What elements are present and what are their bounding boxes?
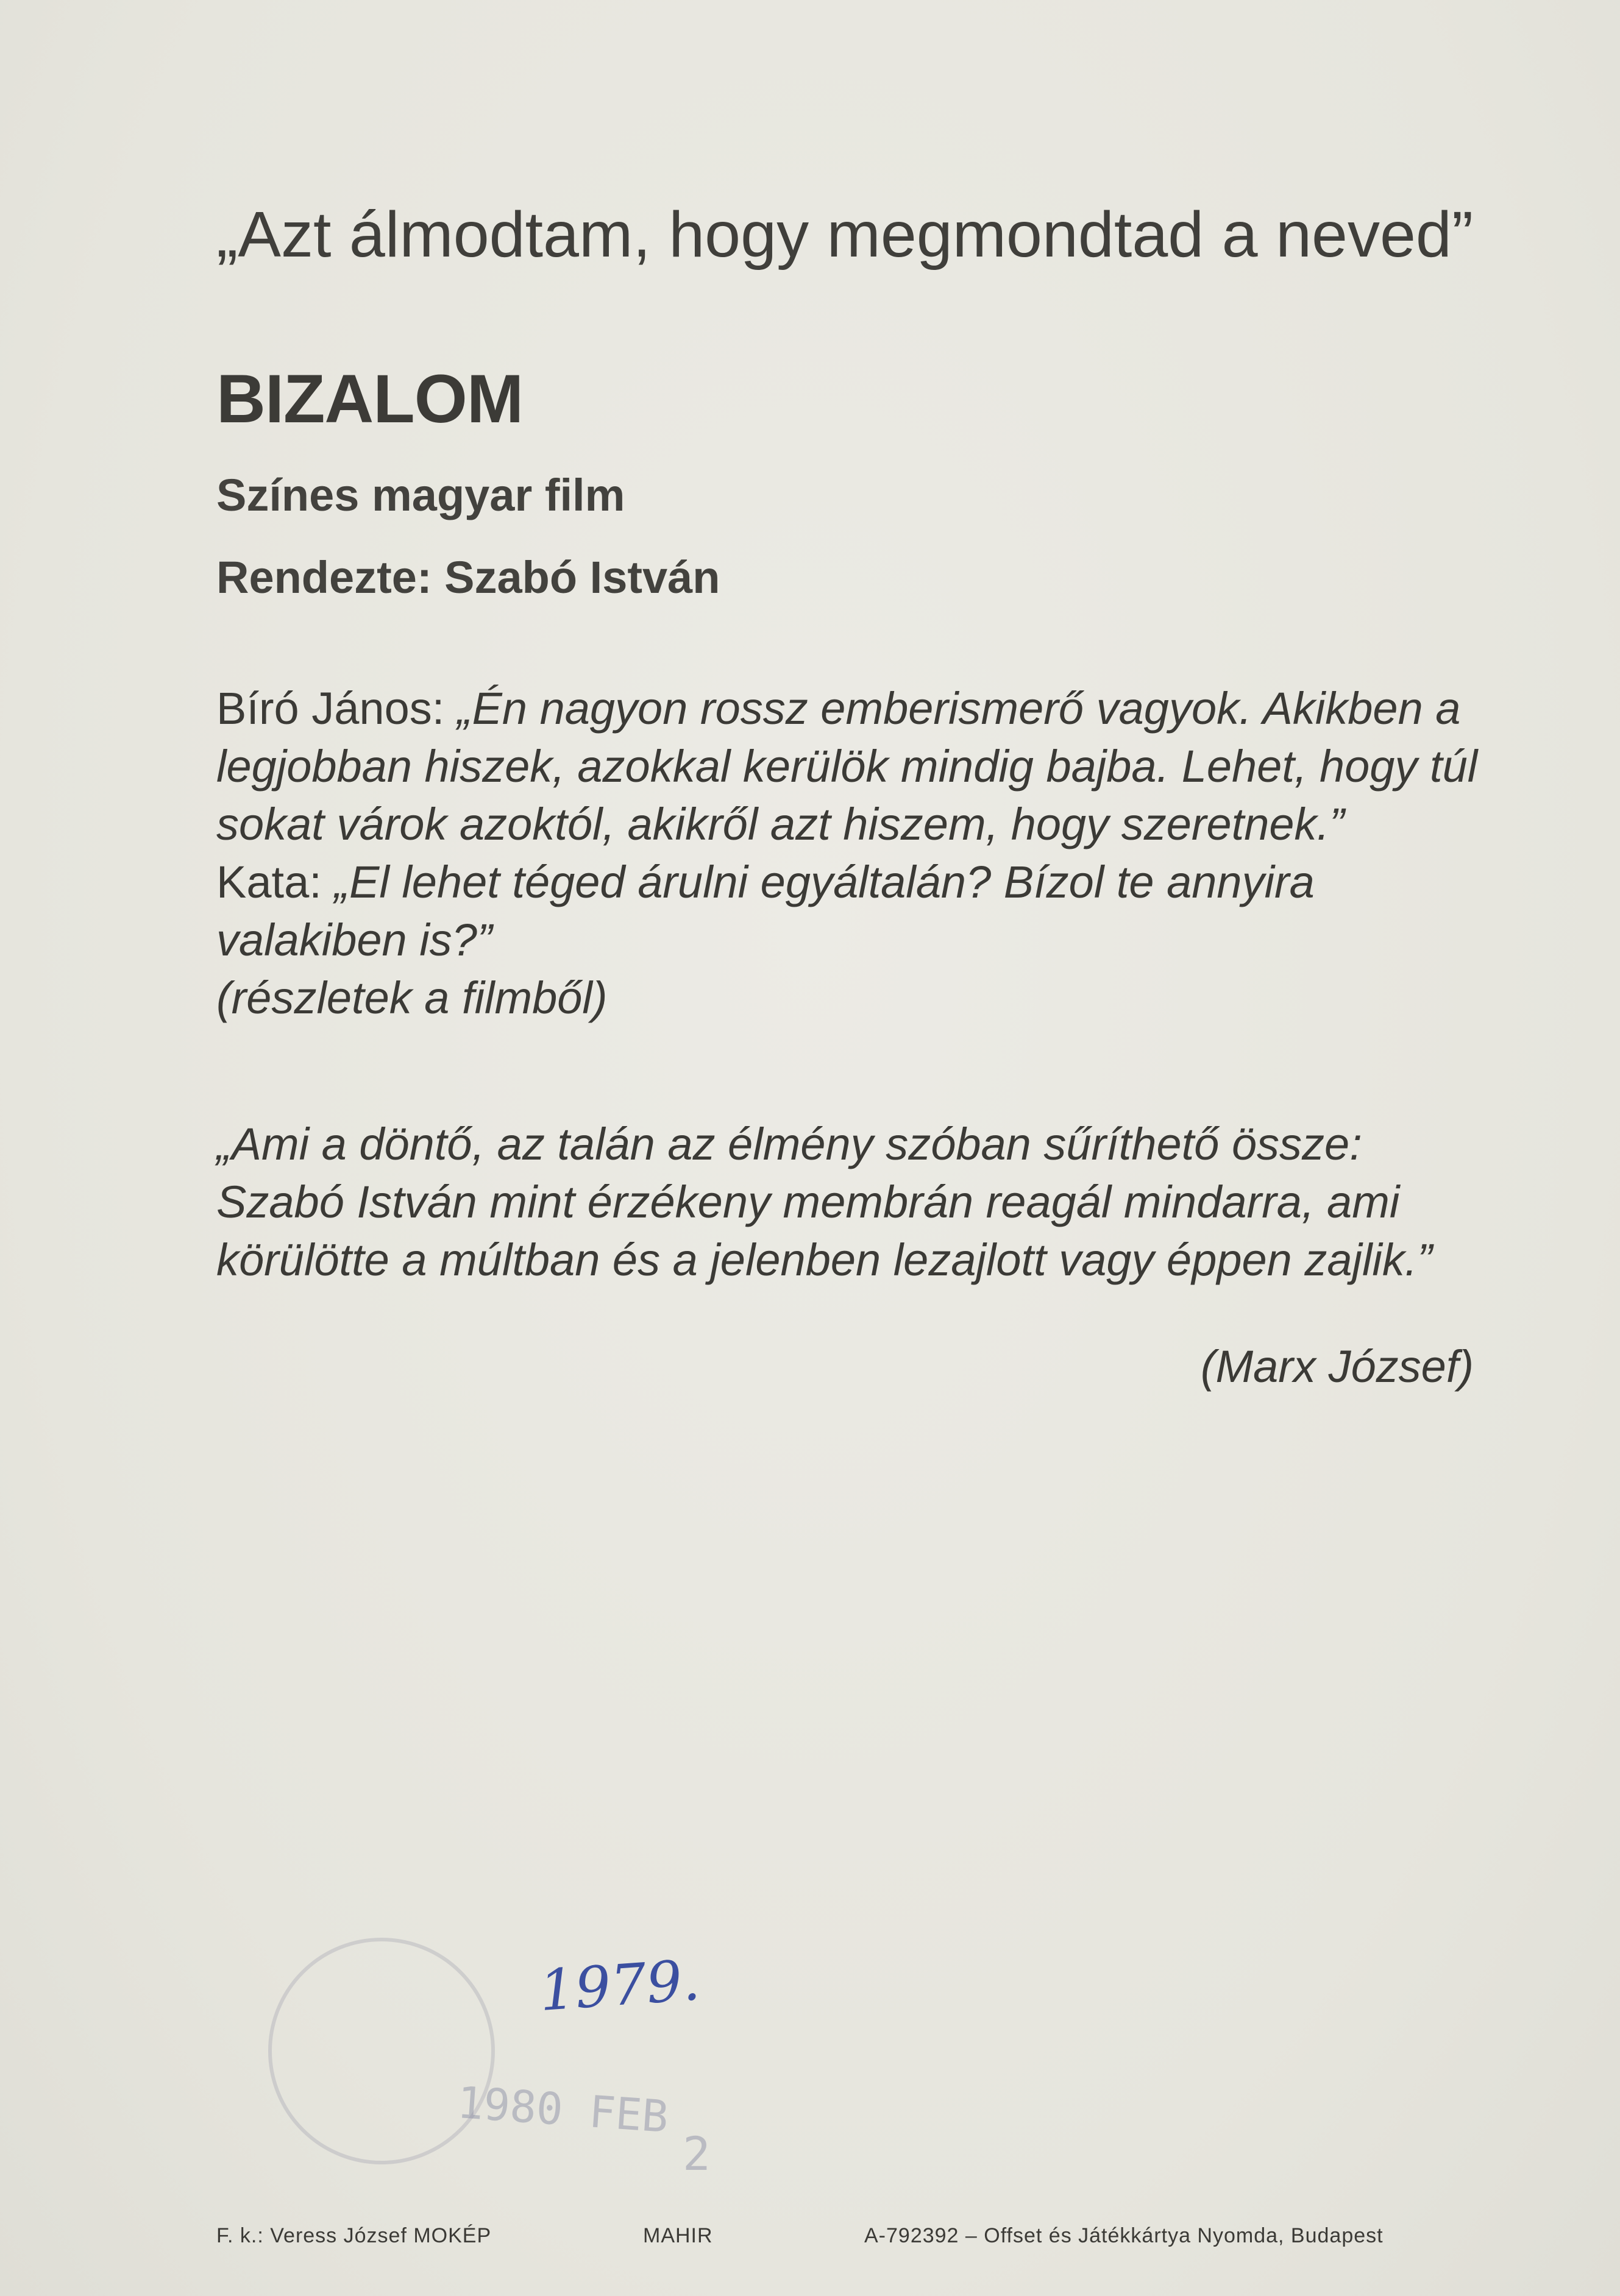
film-subtitle: Színes magyar film — [216, 470, 625, 520]
quote-biro-janos: „Én nagyon rossz emberismerő vagyok. Akikben a legjobban hiszek, azokkal kerülök mindig bajba. Lehet, hogy túl sokat várok azoktól, akikről azt hiszem, hogy szeretnek.” — [216, 683, 1478, 849]
film-director: Rendezte: Szabó István — [216, 552, 720, 603]
quote-kata: „El lehet téged árulni egyáltalán? Bízol te annyira valakiben is?” — [216, 857, 1315, 965]
speaker-kata: Kata: — [216, 857, 322, 907]
handwritten-year: 1979. — [537, 1947, 702, 2024]
film-quotes — [216, 679, 1496, 1027]
stamp-date: 1980 FEB — [455, 2077, 670, 2142]
film-title: BIZALOM — [216, 361, 524, 437]
quote-source: (részletek a filmből) — [216, 973, 608, 1023]
footer-publisher: F. k.: Veress József MOKÉP — [216, 2224, 492, 2247]
headline: „Azt álmodtam, hogy megmondtad a neved” — [216, 199, 1474, 271]
review-quote: „Ami a döntő, az talán az élmény szóban sűríthető össze: Szabó István mint érzékeny membrán reagál mindarra, ami körülötte a múltban és a jelenben lezajlott vagy éppen zajlik.” — [216, 1119, 1433, 1285]
stamp-number: 2 — [683, 2127, 711, 2181]
speaker-biro-janos: Bíró János: — [216, 683, 445, 734]
footer-distributor: MAHIR — [643, 2224, 713, 2247]
archive-stamp-circle — [268, 1938, 495, 2164]
review-attribution: (Marx József) — [1200, 1341, 1474, 1392]
footer-printer: A-792392 – Offset és Játékkártya Nyomda, Budapest — [864, 2224, 1384, 2247]
